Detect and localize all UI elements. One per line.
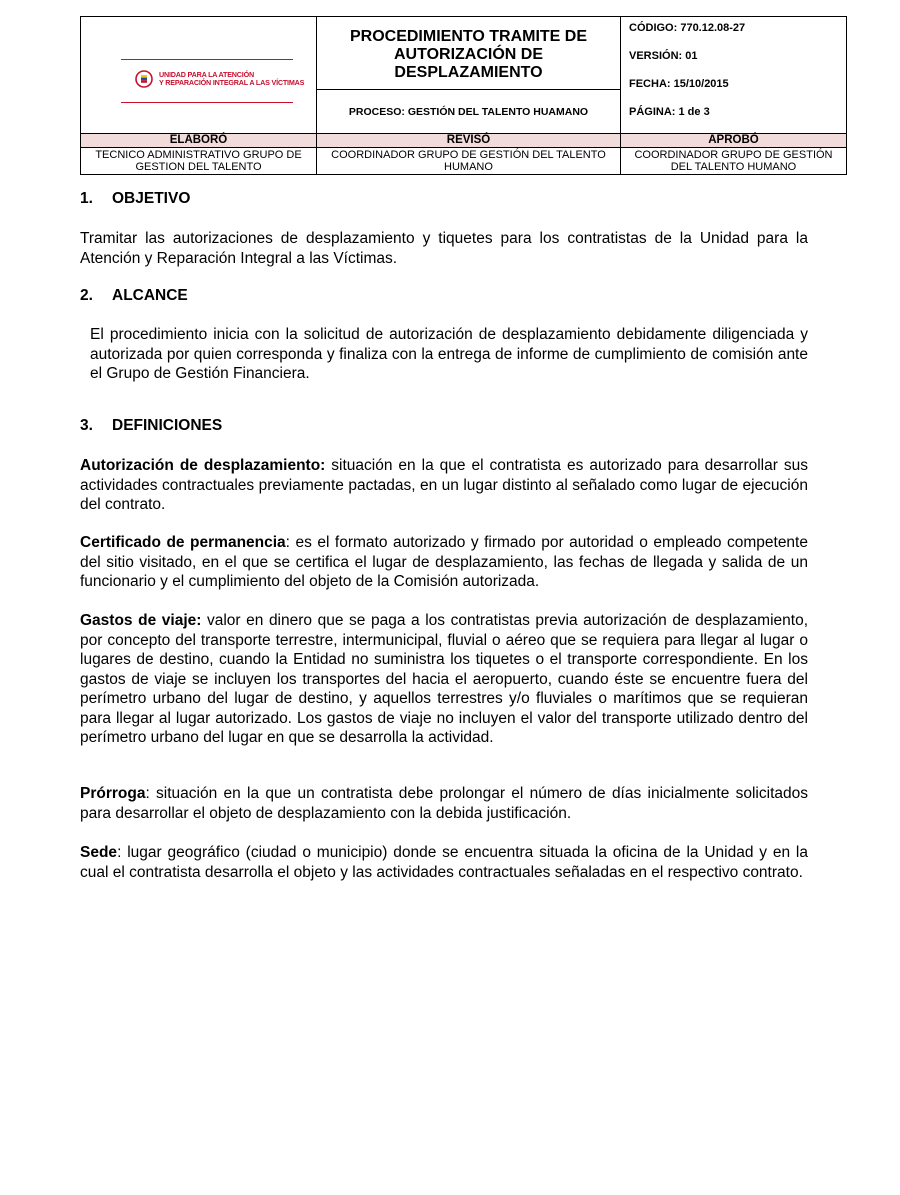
definition-prorroga	[80, 784, 808, 823]
section-title: ALCANCE	[112, 287, 188, 304]
reviso-value: COORDINADOR GRUPO DE GESTIÓN DEL TALENTO HUMANO	[317, 148, 621, 175]
definition-term: Autorización de desplazamiento:	[80, 457, 326, 474]
section-number: 1.	[80, 190, 93, 207]
unidad-victimas-logo	[81, 21, 317, 129]
section-heading-definiciones	[80, 417, 222, 435]
fecha: FECHA: 15/10/2015	[629, 78, 729, 90]
objetivo-text: Tramitar las autorizaciones de desplazamiento y tiquetes para los contratistas de la Unidad para la Atención y Reparación Integral a las Víctimas.	[80, 230, 808, 267]
definition-sede	[80, 843, 808, 882]
elaboro-label: ELABORÓ	[81, 134, 317, 148]
aprobo-label: APROBÓ	[621, 134, 847, 148]
elaboro-value: TECNICO ADMINISTRATIVO GRUPO DE GESTION DEL TALENTO	[81, 148, 317, 175]
definition-term: Certificado de permanencia	[80, 534, 286, 551]
section-title: OBJETIVO	[112, 190, 191, 207]
definition-text: : lugar geográfico (ciudad o municipio) donde se encuentra situada la oficina de la Unidad y en la cual el contratista desarrolla el objeto y las actividades contractuales señaladas en el respectivo contrato.	[80, 844, 808, 881]
version: VERSIÓN: 01	[629, 50, 698, 62]
alcance-text: El procedimiento inicia con la solicitud de autorización de desplazamiento debidamente diligenciada y autorizada por quien corresponda y finaliza con la entrega de informe de cumplimiento de comisión ante el Grupo de Gestión Financiera.	[90, 326, 808, 382]
definition-gastos-viaje	[80, 611, 808, 748]
section-number: 2.	[80, 287, 93, 304]
process-label: PROCESO: GESTIÓN DEL TALENTO HUAMANO	[317, 90, 621, 134]
logo-divider-bottom	[121, 102, 293, 103]
definition-text: : es el formato autorizado y firmado por autoridad o empleado competente del sitio visitado, en el que se certifica el lugar de desplazamiento, las fechas de llegada y salida de un funcionario y el cumplimiento del objeto de la Comisión autorizada.	[80, 534, 808, 590]
document-header-table	[80, 16, 847, 175]
logo-wordmark	[159, 71, 304, 87]
definition-text: valor en dinero que se paga a los contratistas previa autorización de desplazamiento, por concepto del transporte terrestre, intermunicipal, fluvial o aéreo que se requiera para llegar al lugar o lugares de destino, cuando la Entidad no suministra los tiquetes o el transporte correspondiente. En los gastos de viaje se incluyen los transportes del hacia el aeropuerto, cuando éste se encuentre fuera del perímetro urbano del lugar de destino, y aquellos terrestres y/o fluviales o marítimos que se requieran para llegar al lugar autorizado. Los gastos de viaje no incluyen el valor del transporte utilizado dentro del perímetro urbano del lugar en que se desarrolla la actividad.	[80, 612, 808, 746]
section-title: DEFINICIONES	[112, 417, 223, 434]
document-title: PROCEDIMIENTO TRAMITE DE AUTORIZACIÓN DE DESPLAZAMIENTO	[317, 17, 621, 90]
logo-cell	[81, 17, 317, 134]
definition-term: Prórroga	[80, 785, 146, 802]
logo-line-2: Y REPARACIÓN INTEGRAL A LAS VÍCTIMAS	[159, 78, 305, 87]
reviso-label: REVISÓ	[317, 134, 621, 148]
definition-term: Gastos de viaje:	[80, 612, 202, 629]
colombia-seal-icon	[135, 70, 153, 88]
section-heading-objetivo	[80, 190, 190, 208]
definition-text: : situación en la que un contratista debe prolongar el número de días inicialmente solicitados para desarrollar el objeto de desplazamiento con la debida justificación.	[80, 785, 808, 822]
definition-certificado	[80, 533, 808, 592]
definition-term: Sede	[80, 844, 118, 861]
aprobo-value: COORDINADOR GRUPO DE GESTIÓN DEL TALENTO HUMANO	[621, 148, 847, 175]
pagina: PÁGINA: 1 de 3	[629, 106, 710, 118]
definition-text: situación en la que el contratista es autorizado para desarrollar sus actividades contractuales previamente pactadas, en un lugar distinto al señalado como lugar de ejecución del contrato.	[80, 457, 808, 513]
document-meta	[621, 17, 847, 134]
section-number: 3.	[80, 417, 93, 434]
logo-line-1: UNIDAD PARA LA ATENCIÓN	[159, 70, 254, 79]
codigo: CÓDIGO: 770.12.08-27	[629, 22, 746, 34]
definition-autorizacion	[80, 456, 808, 515]
logo-divider-top	[121, 59, 293, 60]
section-heading-alcance	[80, 287, 188, 305]
